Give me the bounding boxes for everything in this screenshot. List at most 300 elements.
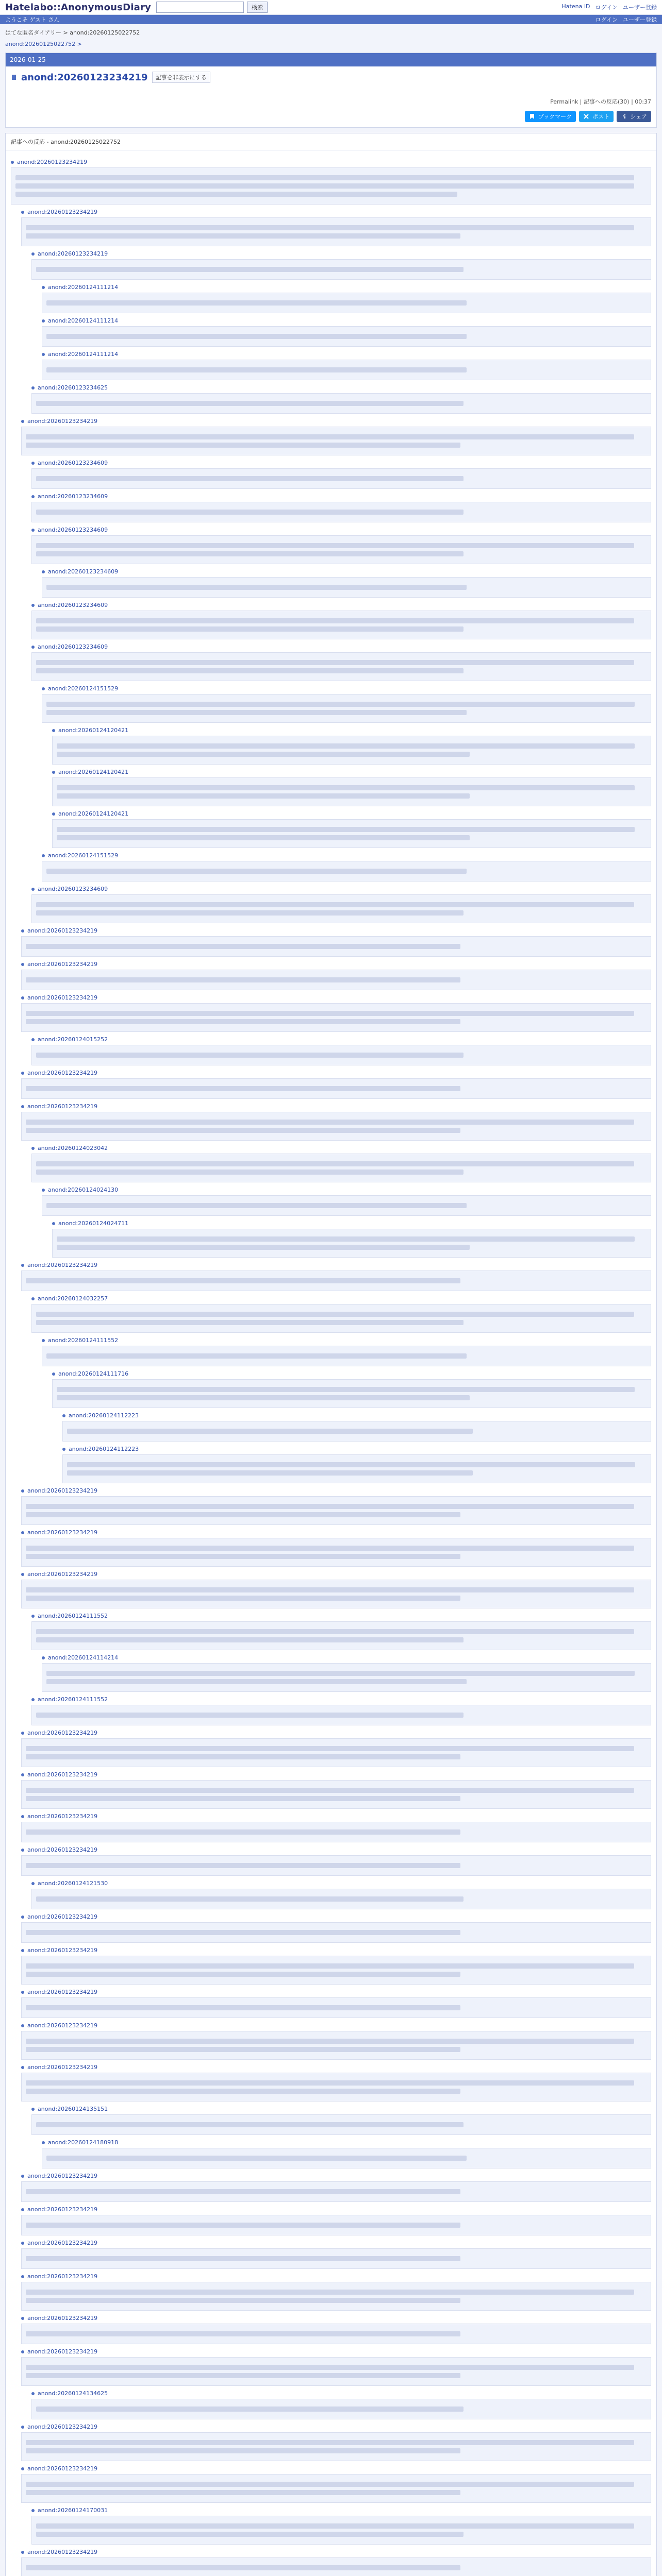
- comment-text-line: [26, 225, 634, 230]
- search-input[interactable]: [156, 2, 244, 13]
- navbar-login[interactable]: ログイン: [595, 16, 618, 23]
- thread-bullet-icon: [62, 1414, 65, 1417]
- thread-bullet-icon: [42, 2141, 45, 2144]
- thread-bullet-icon: [21, 2275, 24, 2278]
- comment-permalink[interactable]: anond:20260123234219: [27, 2273, 98, 2280]
- comment-text-line: [67, 1470, 473, 1476]
- comment-item: [31, 1696, 651, 1725]
- thread-bullet-icon: [42, 1656, 45, 1659]
- entry-card: [5, 53, 657, 128]
- comment-permalink[interactable]: anond:20260124170031: [38, 2507, 108, 2514]
- comment-text-line: [46, 300, 467, 306]
- comment-permalink[interactable]: anond:20260124121530: [38, 1880, 108, 1887]
- comment-text-line: [26, 1011, 634, 1016]
- comment-permalink[interactable]: anond:20260123234219: [27, 1262, 98, 1268]
- thread-bullet-icon: [21, 420, 24, 423]
- comment-item: [31, 2106, 651, 2135]
- comment-permalink[interactable]: anond:20260123234219: [27, 2549, 98, 2555]
- comment-meta: [21, 927, 651, 934]
- comment-permalink[interactable]: anond:20260123234219: [27, 927, 98, 934]
- comment-body: [21, 1822, 651, 1842]
- thread-bullet-icon: [31, 2392, 35, 2395]
- comment-item: [31, 460, 651, 489]
- comment-text-line: [36, 660, 634, 665]
- comment-meta: [21, 1771, 651, 1778]
- thread-bullet-icon: [21, 1573, 24, 1576]
- comment-permalink[interactable]: anond:20260124015252: [38, 1036, 108, 1043]
- comment-text-line: [36, 1170, 464, 1175]
- welcome-text: ようこそ ゲスト さん: [5, 16, 60, 23]
- comment-body: [21, 2031, 651, 2060]
- thread-bullet-icon: [31, 1038, 35, 1041]
- entry-footer: [6, 93, 656, 111]
- toplink-login[interactable]: ログイン: [595, 4, 618, 11]
- comment-body: [31, 2114, 651, 2135]
- comment-permalink[interactable]: anond:20260123234219: [27, 2240, 98, 2246]
- comment-body: [21, 2282, 651, 2311]
- comment-item: [21, 927, 651, 957]
- comment-meta: [42, 317, 651, 324]
- toplink-hatena-id[interactable]: Hatena ID: [561, 3, 590, 10]
- hide-article-button[interactable]: 記事を非表示にする: [152, 72, 210, 83]
- thread-bullet-icon: [31, 1882, 35, 1885]
- comment-meta: [21, 2549, 651, 2555]
- comment-permalink[interactable]: anond:20260123234219: [27, 1947, 98, 1954]
- comment-text-line: [26, 2256, 460, 2261]
- comment-body: [21, 2324, 651, 2344]
- comment-item: [11, 159, 651, 205]
- comment-item: [21, 1487, 651, 1525]
- comment-permalink[interactable]: anond:20260123234219: [27, 2022, 98, 2029]
- comment-text-line: [57, 1387, 635, 1392]
- comment-permalink[interactable]: anond:20260124032257: [38, 1295, 108, 1302]
- thread-bullet-icon: [42, 1189, 45, 1192]
- comment-body: [21, 2557, 651, 2576]
- comment-meta: [21, 994, 651, 1001]
- comment-permalink[interactable]: anond:20260123234219: [27, 1913, 98, 1920]
- comment-permalink[interactable]: anond:20260124112223: [69, 1412, 139, 1419]
- comment-text-line: [26, 2440, 634, 2445]
- comment-text-line: [57, 752, 470, 757]
- comment-meta: [31, 250, 651, 257]
- comment-body: [42, 1346, 651, 1366]
- hatena-bookmark-button[interactable]: [525, 111, 576, 122]
- comment-item: [21, 961, 651, 990]
- comment-text-line: [26, 1829, 460, 1835]
- top-links: [562, 3, 657, 11]
- comment-text-line: [26, 2482, 634, 2487]
- thread-bullet-icon: [31, 888, 35, 891]
- thread-bullet-icon: [21, 2317, 24, 2320]
- comment-text-line: [26, 1930, 460, 1935]
- comment-body: [42, 293, 651, 313]
- comment-text-line: [26, 1754, 460, 1759]
- comment-body: [52, 1229, 651, 1258]
- comment-text-line: [36, 510, 464, 515]
- comment-item: [31, 1880, 651, 1909]
- comment-text-line: [46, 1203, 467, 1208]
- comment-meta: [31, 1880, 651, 1887]
- thread-bullet-icon: [52, 729, 55, 732]
- comment-permalink[interactable]: anond:20260123234219: [27, 1070, 98, 1076]
- comment-item: [21, 1103, 651, 1141]
- comment-text-line: [36, 1896, 464, 1902]
- comment-body: [52, 777, 651, 806]
- comment-meta: [52, 810, 651, 817]
- comment-item: [42, 1187, 651, 1216]
- comment-permalink[interactable]: anond:20260123234219: [27, 1103, 98, 1110]
- comment-body: [52, 819, 651, 848]
- thread-bullet-icon: [21, 1849, 24, 1852]
- comment-meta: [52, 727, 651, 734]
- toplink-signup[interactable]: ユーザー登録: [623, 4, 657, 11]
- comment-meta: [31, 2507, 651, 2514]
- thread-bullet-icon: [42, 353, 45, 356]
- comment-text-line: [36, 2122, 464, 2127]
- comment-item: [21, 1947, 651, 1985]
- comment-meta: [21, 1947, 651, 1954]
- comment-meta: [21, 1262, 651, 1268]
- comment-permalink[interactable]: anond:20260124120421: [58, 810, 129, 817]
- comment-text-line: [26, 1796, 460, 1801]
- facebook-icon: [621, 113, 627, 120]
- comment-permalink[interactable]: anond:20260124111214: [48, 284, 119, 291]
- comment-meta: [31, 1145, 651, 1151]
- comment-body: [21, 1270, 651, 1291]
- comment-item: [21, 1529, 651, 1567]
- comment-item: [42, 317, 651, 347]
- comment-text-line: [57, 1395, 470, 1400]
- navbar-signup[interactable]: ユーザー登録: [623, 16, 657, 23]
- comment-permalink[interactable]: anond:20260124111552: [38, 1696, 108, 1703]
- thread-bullet-icon: [31, 2108, 35, 2111]
- comment-body: [21, 1738, 651, 1767]
- comment-body: [21, 2073, 651, 2102]
- comment-item: [42, 1654, 651, 1692]
- comment-permalink[interactable]: anond:20260123234609: [38, 460, 108, 466]
- comment-text-line: [36, 267, 464, 272]
- date-link-anchor[interactable]: anond:20260125022752 >: [5, 41, 82, 47]
- comment-permalink[interactable]: anond:20260123234219: [27, 2064, 98, 2071]
- thread-bullet-icon: [21, 211, 24, 214]
- share-button[interactable]: [617, 111, 651, 122]
- comment-permalink[interactable]: anond:20260124120421: [58, 727, 129, 734]
- comment-item: [42, 1337, 651, 1366]
- share-label: シェア: [630, 113, 647, 120]
- comment-text-line: [46, 367, 467, 372]
- comment-item: [52, 1370, 651, 1408]
- comment-body: [52, 736, 651, 765]
- comment-meta: [31, 493, 651, 500]
- comment-permalink[interactable]: anond:20260124135151: [38, 2106, 108, 2112]
- comment-text-line: [26, 944, 460, 949]
- comment-text-line: [26, 2448, 460, 2453]
- thread-bullet-icon: [42, 687, 45, 690]
- comment-permalink[interactable]: anond:20260123234609: [38, 602, 108, 608]
- comment-meta: [21, 1571, 651, 1578]
- comment-text-line: [36, 1161, 634, 1166]
- comment-item: [52, 810, 651, 848]
- thread-bullet-icon: [52, 771, 55, 774]
- thread-bullet-icon: [21, 2208, 24, 2211]
- comment-text-line: [46, 1353, 467, 1359]
- comment-item: [21, 2549, 651, 2576]
- comment-text-line: [46, 710, 467, 715]
- comment-body: [31, 894, 651, 923]
- comment-body: [52, 1379, 651, 1408]
- comment-permalink[interactable]: anond:20260123234609: [38, 643, 108, 650]
- comment-text-line: [46, 334, 467, 339]
- post-button[interactable]: [579, 111, 614, 122]
- comment-body: [31, 652, 651, 681]
- search: [156, 2, 268, 13]
- comment-permalink[interactable]: anond:20260124112223: [69, 1446, 139, 1452]
- comment-body: [31, 259, 651, 280]
- comment-permalink[interactable]: anond:20260123234219: [27, 1730, 98, 1736]
- comment-text-line: [26, 1086, 460, 1091]
- thread-bullet-icon: [31, 1297, 35, 1300]
- comment-meta: [52, 1220, 651, 1227]
- comment-item: [62, 1446, 651, 1483]
- thread-bullet-icon: [42, 1339, 45, 1342]
- comment-meta: [42, 685, 651, 692]
- comment-meta: [62, 1412, 651, 1419]
- comment-text-line: [46, 2156, 467, 2161]
- comment-permalink[interactable]: anond:20260124111552: [38, 1613, 108, 1619]
- comment-permalink[interactable]: anond:20260124023042: [38, 1145, 108, 1151]
- comment-text-line: [46, 585, 467, 590]
- comment-permalink[interactable]: anond:20260124111552: [48, 1337, 119, 1344]
- comment-item: [31, 886, 651, 923]
- comment-text-line: [26, 2047, 460, 2052]
- comment-body: [21, 1922, 651, 1943]
- comment-meta: [31, 2390, 651, 2397]
- comment-item: [21, 1989, 651, 2018]
- comment-permalink[interactable]: anond:20260123234219: [27, 1571, 98, 1578]
- comment-item: [21, 2424, 651, 2461]
- comment-permalink[interactable]: anond:20260123234219: [27, 2206, 98, 2213]
- comment-text-line: [26, 1512, 460, 1517]
- entry-body: [6, 83, 656, 93]
- comment-text-line: [26, 2290, 634, 2295]
- comment-body: [42, 1195, 651, 1216]
- comment-text-line: [26, 2331, 460, 2336]
- comment-body: [21, 1078, 651, 1099]
- comment-body: [42, 861, 651, 882]
- thread-bullet-icon: [52, 1372, 55, 1376]
- comment-meta: [62, 1446, 651, 1452]
- comment-text-line: [36, 626, 464, 632]
- comment-body: [21, 217, 651, 246]
- comment-body: [21, 427, 651, 455]
- comment-meta: [21, 1846, 651, 1853]
- comment-permalink[interactable]: anond:20260123234219: [27, 994, 98, 1001]
- comment-body: [42, 2148, 651, 2168]
- comment-item: [21, 2273, 651, 2311]
- comment-text-line: [57, 1245, 470, 1250]
- comment-item: [31, 1145, 651, 1182]
- entry-title[interactable]: anond:20260123234219: [21, 72, 148, 83]
- comment-meta: [21, 2173, 651, 2179]
- comment-item: [42, 852, 651, 882]
- comment-meta: [21, 2273, 651, 2280]
- comment-permalink[interactable]: anond:20260123234219: [27, 2348, 98, 2355]
- comment-body: [42, 1663, 651, 1692]
- comment-body: [42, 577, 651, 598]
- navbar: [0, 15, 662, 24]
- comment-permalink[interactable]: anond:20260123234609: [38, 493, 108, 500]
- comment-permalink[interactable]: anond:20260124134625: [38, 2390, 108, 2397]
- comment-body: [42, 360, 651, 380]
- comment-text-line: [26, 1019, 460, 1024]
- bookmark-icon: [11, 74, 17, 80]
- comment-meta: [52, 1370, 651, 1377]
- comment-permalink[interactable]: anond:20260124180918: [48, 2139, 119, 2146]
- comment-text-line: [57, 827, 635, 832]
- thread-bullet-icon: [21, 1531, 24, 1534]
- comment-text-line: [36, 618, 634, 623]
- comment-permalink[interactable]: anond:20260123234219: [27, 1813, 98, 1820]
- comment-permalink[interactable]: anond:20260123234219: [27, 961, 98, 968]
- comment-meta: [31, 1696, 651, 1703]
- comment-meta: [21, 1529, 651, 1536]
- comment-text-line: [36, 668, 464, 673]
- comment-text-line: [26, 1596, 460, 1601]
- comment-body: [31, 1621, 651, 1650]
- thread-bullet-icon: [52, 812, 55, 816]
- comment-text-line: [15, 192, 457, 197]
- comment-permalink[interactable]: anond:20260123234219: [27, 2465, 98, 2472]
- comment-meta: [42, 1187, 651, 1193]
- comment-text-line: [26, 2005, 460, 2010]
- thread-bullet-icon: [42, 854, 45, 857]
- comment-body: [21, 1538, 651, 1567]
- comment-permalink[interactable]: anond:20260124120421: [58, 769, 129, 775]
- comment-meta: [31, 1613, 651, 1619]
- comment-item: [21, 2240, 651, 2269]
- comment-meta: [11, 159, 651, 165]
- thread-bullet-icon: [31, 1147, 35, 1150]
- comment-permalink[interactable]: anond:20260124151529: [48, 685, 119, 692]
- comment-body: [21, 1956, 651, 1985]
- comment-item: [21, 2064, 651, 2102]
- comment-meta: [21, 1989, 651, 1995]
- comment-permalink[interactable]: anond:20260123234219: [27, 418, 98, 425]
- comment-permalink[interactable]: anond:20260123234219: [27, 1989, 98, 1995]
- comment-text-line: [36, 1053, 464, 1058]
- comment-permalink[interactable]: anond:20260124024130: [48, 1187, 119, 1193]
- comment-text-line: [26, 1746, 634, 1751]
- comment-body: [31, 393, 651, 414]
- comment-body: [31, 468, 651, 489]
- comment-permalink[interactable]: anond:20260124111716: [58, 1370, 129, 1377]
- comment-text-line: [36, 902, 634, 907]
- comment-text-line: [26, 233, 460, 239]
- comment-text-line: [57, 835, 470, 840]
- hatena-bookmark-label: ブックマーク: [538, 113, 572, 120]
- comment-permalink[interactable]: anond:20260123234609: [38, 886, 108, 892]
- comment-meta: [31, 384, 651, 391]
- comment-item: [21, 1913, 651, 1943]
- thread-bullet-icon: [52, 1222, 55, 1225]
- comment-permalink[interactable]: anond:20260123234625: [38, 384, 108, 391]
- comment-meta: [42, 2139, 651, 2146]
- comment-item: [31, 250, 651, 280]
- comment-item: [31, 1613, 651, 1650]
- comment-text-line: [36, 1713, 464, 1718]
- entry-footer-right: Permalink | 記事への反応(30) | 00:37: [550, 98, 651, 105]
- thread-bullet-icon: [62, 1448, 65, 1451]
- comment-meta: [21, 209, 651, 215]
- thread-bullet-icon: [21, 1072, 24, 1075]
- comment-body: [21, 2432, 651, 2461]
- entry-date: 2026-01-25: [6, 53, 656, 66]
- comment-text-line: [46, 702, 635, 707]
- comment-item: [31, 1036, 651, 1065]
- comment-text-line: [36, 543, 634, 548]
- comment-permalink[interactable]: anond:20260124151529: [48, 852, 119, 859]
- comment-body: [31, 535, 651, 564]
- thread-bullet-icon: [21, 1489, 24, 1493]
- comment-permalink[interactable]: anond:20260123234609: [48, 568, 119, 575]
- comment-permalink[interactable]: anond:20260124114214: [48, 1654, 119, 1661]
- comment-permalink[interactable]: anond:20260123234219: [38, 250, 108, 257]
- comment-permalink[interactable]: anond:20260124111214: [48, 317, 119, 324]
- comment-item: [31, 643, 651, 681]
- comment-permalink[interactable]: anond:20260123234609: [38, 527, 108, 533]
- comment-permalink[interactable]: anond:20260123234219: [27, 2173, 98, 2179]
- search-button[interactable]: 検索: [247, 2, 268, 13]
- comment-permalink[interactable]: anond:20260123234219: [27, 209, 98, 215]
- comment-item: [31, 493, 651, 522]
- thread-bullet-icon: [42, 570, 45, 573]
- comment-text-line: [26, 443, 460, 448]
- comment-text-line: [26, 1278, 460, 1283]
- comment-permalink[interactable]: anond:20260123234219: [27, 2315, 98, 2321]
- comment-permalink[interactable]: anond:20260123234219: [17, 159, 88, 165]
- comment-item: [42, 351, 651, 380]
- site-brand[interactable]: Hatelabo::AnonymousDiary: [5, 2, 151, 13]
- comment-body: [21, 2215, 651, 2235]
- comment-meta: [21, 418, 651, 425]
- comment-text-line: [36, 476, 464, 481]
- comment-text-line: [36, 1629, 634, 1634]
- comment-meta: [31, 1036, 651, 1043]
- comment-permalink[interactable]: anond:20260124111214: [48, 351, 119, 358]
- date-link: [0, 38, 662, 53]
- comment-body: [21, 936, 651, 957]
- comment-permalink[interactable]: anond:20260123234219: [27, 1529, 98, 1536]
- comment-body: [31, 611, 651, 639]
- bookmark-icon: [529, 113, 535, 120]
- comment-permalink[interactable]: anond:20260123234219: [27, 1771, 98, 1778]
- comment-permalink[interactable]: anond:20260123234219: [27, 1846, 98, 1853]
- comment-body: [21, 1855, 651, 1876]
- comment-permalink[interactable]: anond:20260124024711: [58, 1220, 129, 1227]
- comment-body: [21, 970, 651, 990]
- comment-item: [21, 1813, 651, 1842]
- comment-text-line: [26, 2039, 634, 2044]
- comment-body: [31, 1705, 651, 1725]
- comment-text-line: [15, 175, 634, 180]
- comment-permalink[interactable]: anond:20260123234219: [27, 2424, 98, 2430]
- comment-body: [31, 1889, 651, 1909]
- comment-meta: [21, 1730, 651, 1736]
- comment-body: [31, 1304, 651, 1333]
- comment-text-line: [57, 785, 635, 790]
- comment-body: [21, 2357, 651, 2386]
- comment-permalink[interactable]: anond:20260123234219: [27, 1487, 98, 1494]
